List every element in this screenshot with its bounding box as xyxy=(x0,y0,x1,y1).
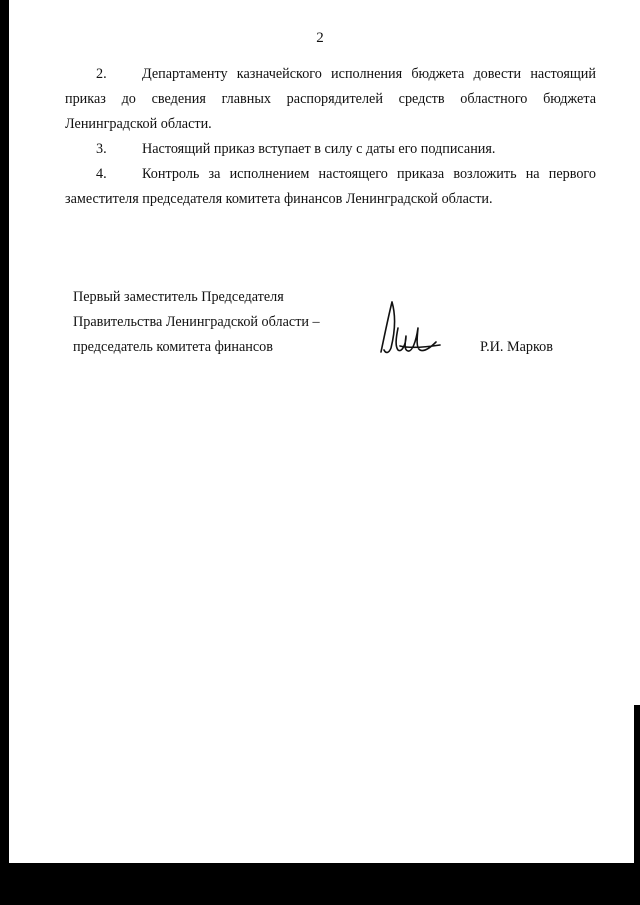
paragraph-4 xyxy=(65,162,596,212)
paragraph-3 xyxy=(65,137,596,162)
signer-title-line: Правительства Ленинградской области – xyxy=(73,314,320,330)
handwritten-signature-icon xyxy=(378,298,442,356)
scan-border-right xyxy=(634,705,640,865)
scan-border-bottom xyxy=(0,863,640,905)
paragraph-number: 3. xyxy=(96,141,107,157)
paragraph-number: 4. xyxy=(96,166,107,182)
paragraph-text: Департаменту казначейского исполнения бюджета довести настоящий приказ до сведения главных распорядителей средств областного бюджета Ленинградской области. xyxy=(65,66,596,132)
paragraph-2 xyxy=(65,62,596,137)
paragraph-text: Контроль за исполнением настоящего приказа возложить на первого заместителя председателя комитета финансов Ленинградской области. xyxy=(65,166,596,207)
signer-name: Р.И. Марков xyxy=(480,339,553,355)
signature-title-block xyxy=(73,285,320,360)
document-body xyxy=(65,62,596,212)
signer-title-line: председатель комитета финансов xyxy=(73,339,273,355)
page-number: 2 xyxy=(316,30,324,46)
paragraph-text: Настоящий приказ вступает в силу с даты его подписания. xyxy=(142,141,496,157)
scan-border-left xyxy=(0,0,9,905)
signer-title-line: Первый заместитель Председателя xyxy=(73,289,284,305)
paragraph-number: 2. xyxy=(96,66,107,82)
